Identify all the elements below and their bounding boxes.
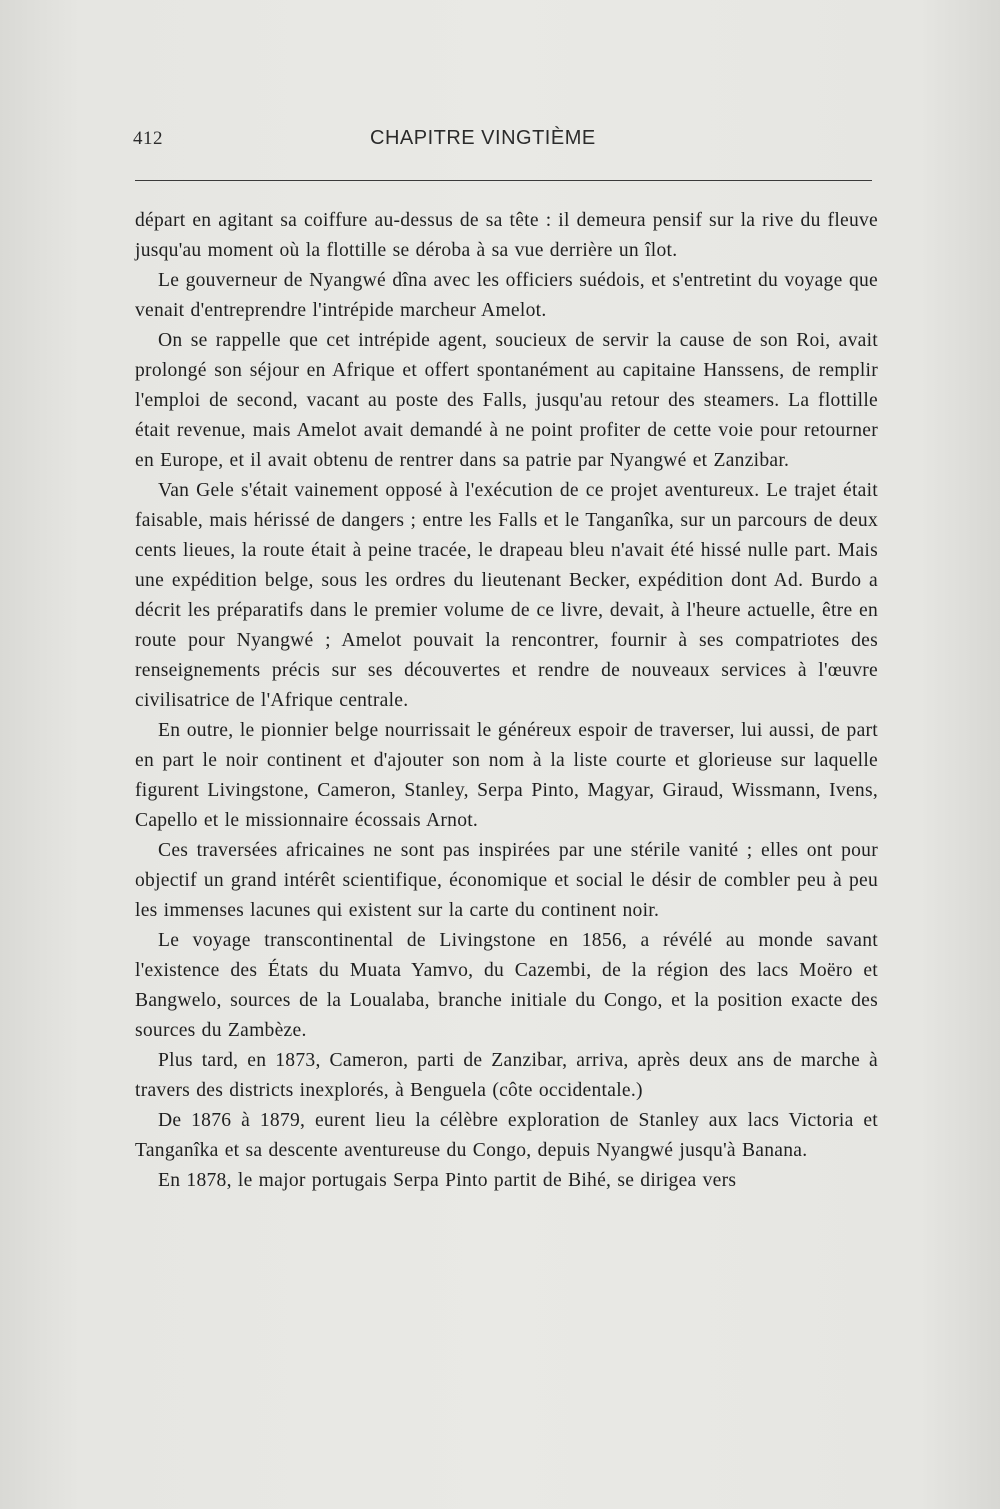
paragraph: Van Gele s'était vainement opposé à l'exécution de ce projet aventureux. Le trajet était faisable, mais hérissé de dangers ; entre les Falls et le Tanganîka, sur un parcours de deux cents lieues, la route était à peine tracée, le drapeau bleu n'avait été hissé nulle part. Mais une expédition belge, sous les ordres du lieutenant Becker, expédition dont Ad. Burdo a décrit les préparatifs dans le premier volume de ce livre, devait, à l'heure actuelle, être en route pour Nyangwé ; Amelot pouvait la rencontrer, fournir à ses compatriotes des renseignements précis sur ses découvertes et rendre de nouveaux services à l'œuvre civilisatrice de l'Afrique centrale. xyxy=(135,480,878,711)
running-title: CHAPITRE VINGTIÈME xyxy=(370,127,596,149)
page-number: 412 xyxy=(133,128,163,149)
paragraph: Ces traversées africaines ne sont pas inspirées par une stérile vanité ; elles ont pour objectif un grand intérêt scientifique, économique et social le désir de combler peu à peu les immenses lacunes qui existent sur la carte du continent noir. xyxy=(135,840,878,921)
paragraph: En 1878, le major portugais Serpa Pinto partit de Bihé, se dirigea vers xyxy=(158,1170,737,1191)
paragraph: Plus tard, en 1873, Cameron, parti de Zanzibar, arriva, après deux ans de marche à travers des districts inexplorés, à Benguela (côte occidentale.) xyxy=(135,1050,878,1101)
paragraph: De 1876 à 1879, eurent lieu la célèbre exploration de Stanley aux lacs Victoria et Tanganîka et sa descente aventureuse du Congo, depuis Nyangwé jusqu'à Banana. xyxy=(135,1110,878,1161)
paragraph: Le voyage transcontinental de Livingstone en 1856, a révélé au monde savant l'existence des États du Muata Yamvo, du Cazembi, de la région des lacs Moëro et Bangwelo, sources de la Loualaba, branche initiale du Congo, et la position exacte des sources du Zambèze. xyxy=(135,930,878,1041)
paragraph: En outre, le pionnier belge nourrissait le généreux espoir de traverser, lui aussi, de part en part le noir continent et d'ajouter son nom à la liste courte et glorieuse sur laquelle figurent Livingstone, Cameron, Stanley, Serpa Pinto, Magyar, Giraud, Wissmann, Ivens, Capello et le missionnaire écossais Arnot. xyxy=(135,720,878,831)
body-text xyxy=(135,206,878,1196)
page-header xyxy=(133,128,873,158)
paragraph: On se rappelle que cet intrépide agent, soucieux de servir la cause de son Roi, avait prolongé son séjour en Afrique et offert spontanément au capitaine Hanssens, de remplir l'emploi de second, vacant au poste des Falls, jusqu'au retour des steamers. La flottille était revenue, mais Amelot avait demandé à ne point profiter de cette voie pour retourner en Europe, et il avait obtenu de rentrer dans sa patrie par Nyangwé et Zanzibar. xyxy=(135,330,878,471)
paragraph: départ en agitant sa coiffure au-dessus de sa tête : il demeura pensif sur la rive du fleuve jusqu'au moment où la flottille se déroba à sa vue derrière un îlot. xyxy=(135,210,878,261)
paragraph: Le gouverneur de Nyangwé dîna avec les officiers suédois, et s'entretint du voyage que venait d'entreprendre l'intrépide marcheur Amelot. xyxy=(135,270,878,321)
header-rule xyxy=(135,180,872,181)
